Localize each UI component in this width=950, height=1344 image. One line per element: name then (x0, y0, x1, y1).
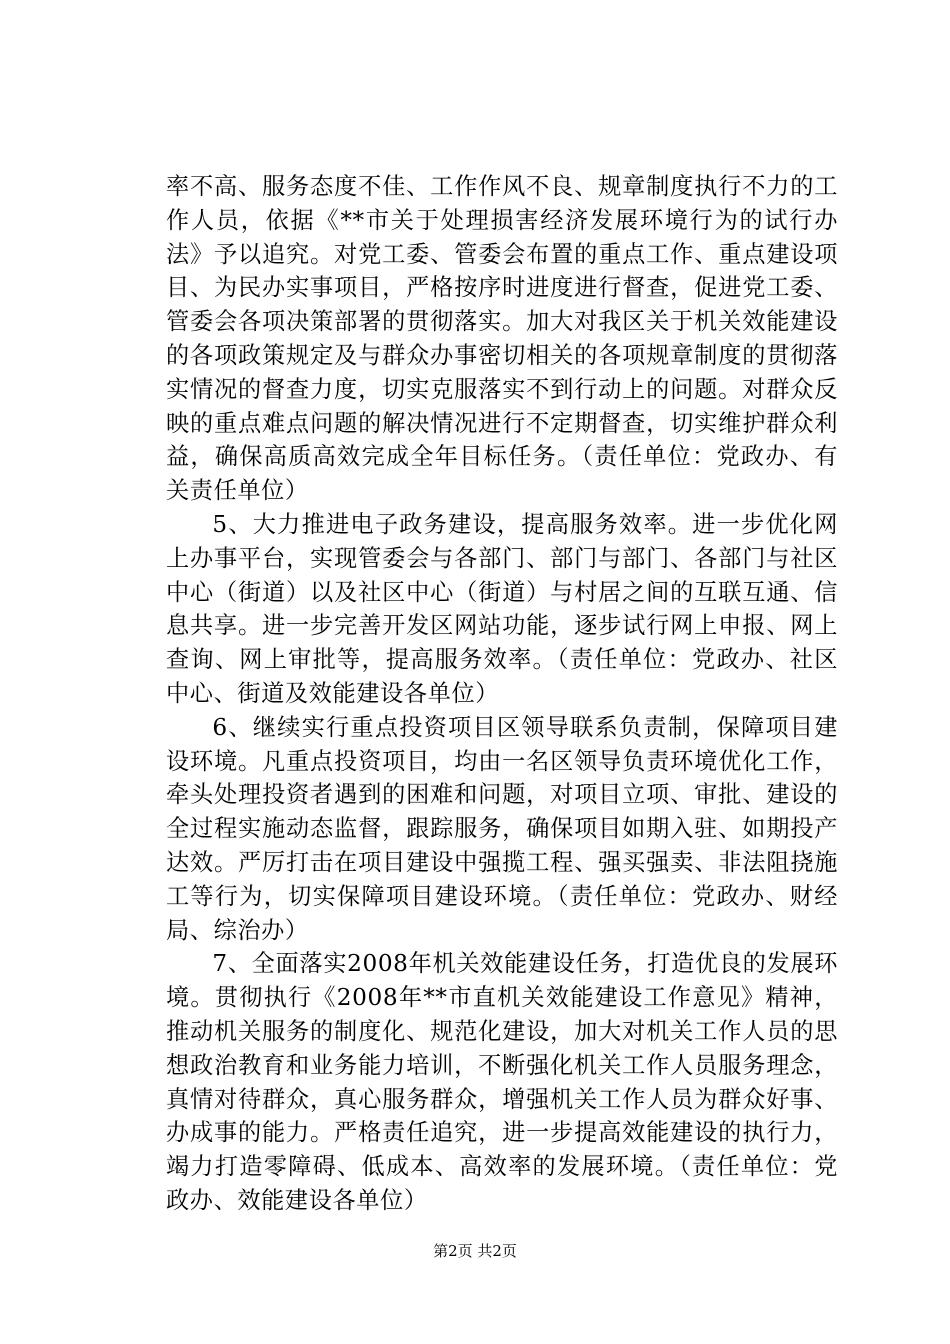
paragraph-item-7: 7、全面落实2008年机关效能建设任务，打造优良的发展环境。贯彻执行《2008年**市直机关效能建设工作意见》精神，推动机关服务的制度化、规范化建设，加大对机关工作人员的思想政治教育和业务能力培训，不断强化机关工作人员服务理念，真情对待群众，真心服务群众，增强机关工作人员为群众好事、办成事的能力。严格责任追究，进一步提高效能建设的执行力，竭力打造零障碍、低成本、高效率的发展环境。（责任单位：党政办、效能建设各单位） (166, 950, 838, 1214)
paragraph-item-6: 6、继续实行重点投资项目区领导联系负责制，保障项目建设环境。凡重点投资项目，均由一名区领导负责环境优化工作，牵头处理投资者遇到的困难和问题，对项目立项、审批、建设的全过程实施动态监督，跟踪服务，确保项目如期入驻、如期投产达效。严厉打击在项目建设中强揽工程、强买强卖、非法阻挠施工等行为，切实保障项目建设环境。（责任单位：党政办、财经局、综治办） (166, 713, 838, 944)
paragraph-item-5: 5、大力推进电子政务建设，提高服务效率。进一步优化网上办事平台，实现管委会与各部门、部门与部门、各部门与社区中心（街道）以及社区中心（街道）与村居之间的互联互通、信息共享。进一步完善开发区网站功能，逐步试行网上申报、网上查询、网上审批等，提高服务效率。（责任单位：党政办、社区中心、街道及效能建设各单位） (166, 510, 838, 707)
page-number-footer: 第2页 共2页 (433, 1242, 517, 1260)
document-body (166, 170, 838, 1218)
paragraph-continued: 率不高、服务态度不佳、工作作风不良、规章制度执行不力的工作人员，依据《**市关于处理损害经济发展环境行为的试行办法》予以追究。对党工委、管委会布置的重点工作、重点建设项目、为民办实事项目，严格按序时进度进行督查，促进党工委、管委会各项决策部署的贯彻落实。加大对我区关于机关效能建设的各项政策规定及与群众办事密切相关的各项规章制度的贯彻落实情况的督查力度，切实克服落实不到行动上的问题。对群众反映的重点难点问题的解决情况进行不定期督查，切实维护群众利益，确保高质高效完成全年目标任务。（责任单位：党政办、有关责任单位） (166, 173, 838, 505)
